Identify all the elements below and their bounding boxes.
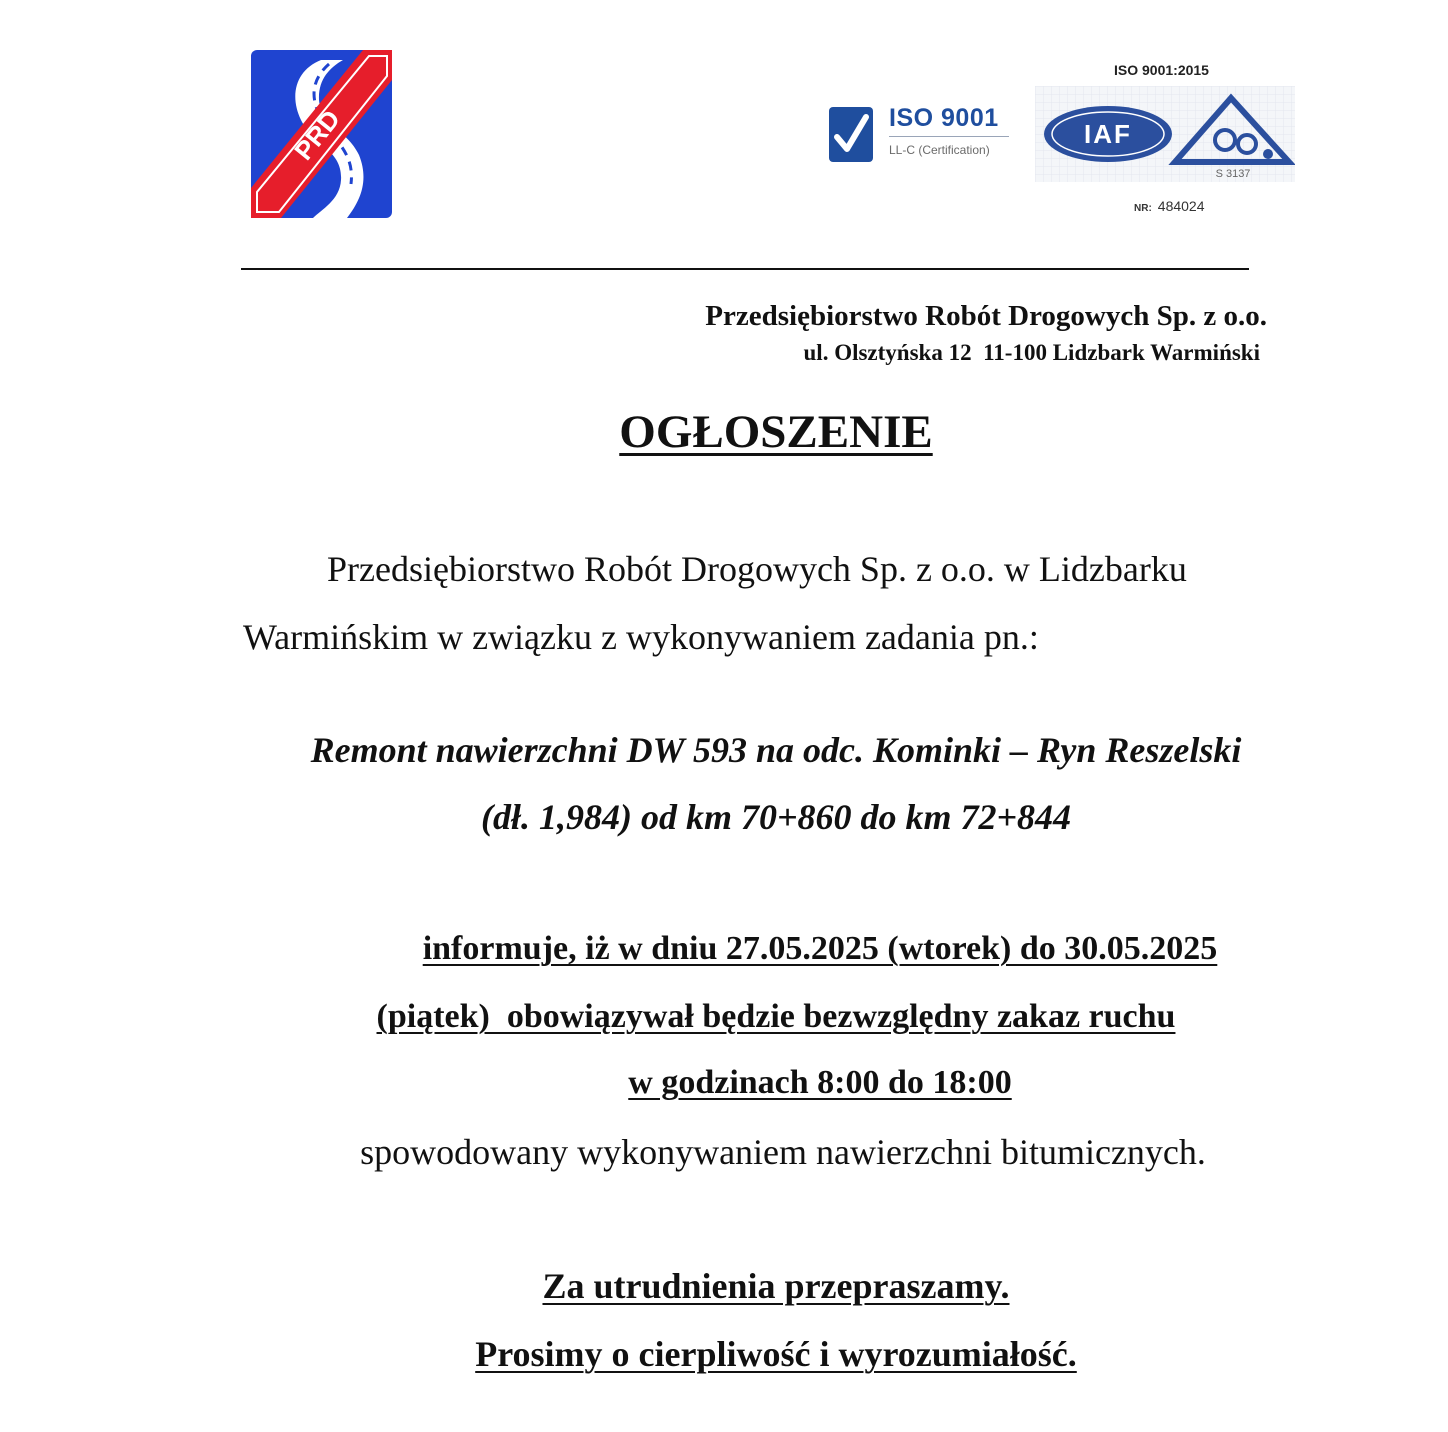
logo-text: PRD bbox=[288, 104, 347, 166]
closure-reason: spowodowany wykonywaniem nawierzchni bitumicznych. bbox=[360, 1132, 1206, 1172]
task-name-line-1: Remont nawierzchni DW 593 na odc. Kominki – Ryn Reszelski bbox=[310, 730, 1242, 770]
iaf-label: IAF bbox=[1084, 119, 1132, 149]
certification-standard: ISO 9001:2015 bbox=[1114, 62, 1209, 78]
iso-subtitle: LL-C (Certification) bbox=[889, 143, 990, 157]
company-address: ul. Olsztyńska 12 11-100 Lidzbark Warmiński bbox=[803, 340, 1260, 365]
certificate-number bbox=[1134, 198, 1205, 214]
page-title: OGŁOSZENIE bbox=[619, 406, 933, 458]
accreditation-code: S 3137 bbox=[1215, 168, 1251, 180]
certification-badges bbox=[1035, 86, 1295, 182]
notice-line-2: (piątek) obowiązywał będzie bezwzględny zakaz ruchu bbox=[376, 998, 1176, 1035]
patience-line: Prosimy o cierpliwość i wyrozumiałość. bbox=[475, 1334, 1077, 1374]
certificate-number-value: 484024 bbox=[1157, 198, 1205, 214]
certificate-number-label: NR: bbox=[1134, 203, 1152, 214]
company-name: Przedsiębiorstwo Robót Drogowych Sp. z o.o. bbox=[705, 300, 1267, 332]
task-name-line-2: (dł. 1,984) od km 70+860 do km 72+844 bbox=[480, 797, 1071, 837]
intro-line-1: Przedsiębiorstwo Robót Drogowych Sp. z o.o. w Lidzbarku bbox=[327, 549, 1187, 589]
iso-divider bbox=[889, 136, 1009, 137]
iso-title: ISO 9001 bbox=[889, 104, 999, 132]
iso-check-icon bbox=[829, 107, 873, 162]
notice-line-3: w godzinach 8:00 do 18:00 bbox=[628, 1064, 1012, 1101]
apology-line: Za utrudnienia przepraszamy. bbox=[542, 1266, 1010, 1306]
notice-line-1: informuje, iż w dniu 27.05.2025 (wtorek) do 30.05.2025 bbox=[422, 930, 1218, 967]
iaf-logo-icon bbox=[1044, 106, 1172, 162]
header-divider bbox=[241, 268, 1249, 270]
intro-line-2: Warmińskim w związku z wykonywaniem zadania pn.: bbox=[243, 617, 1039, 657]
prd-logo bbox=[251, 50, 392, 218]
